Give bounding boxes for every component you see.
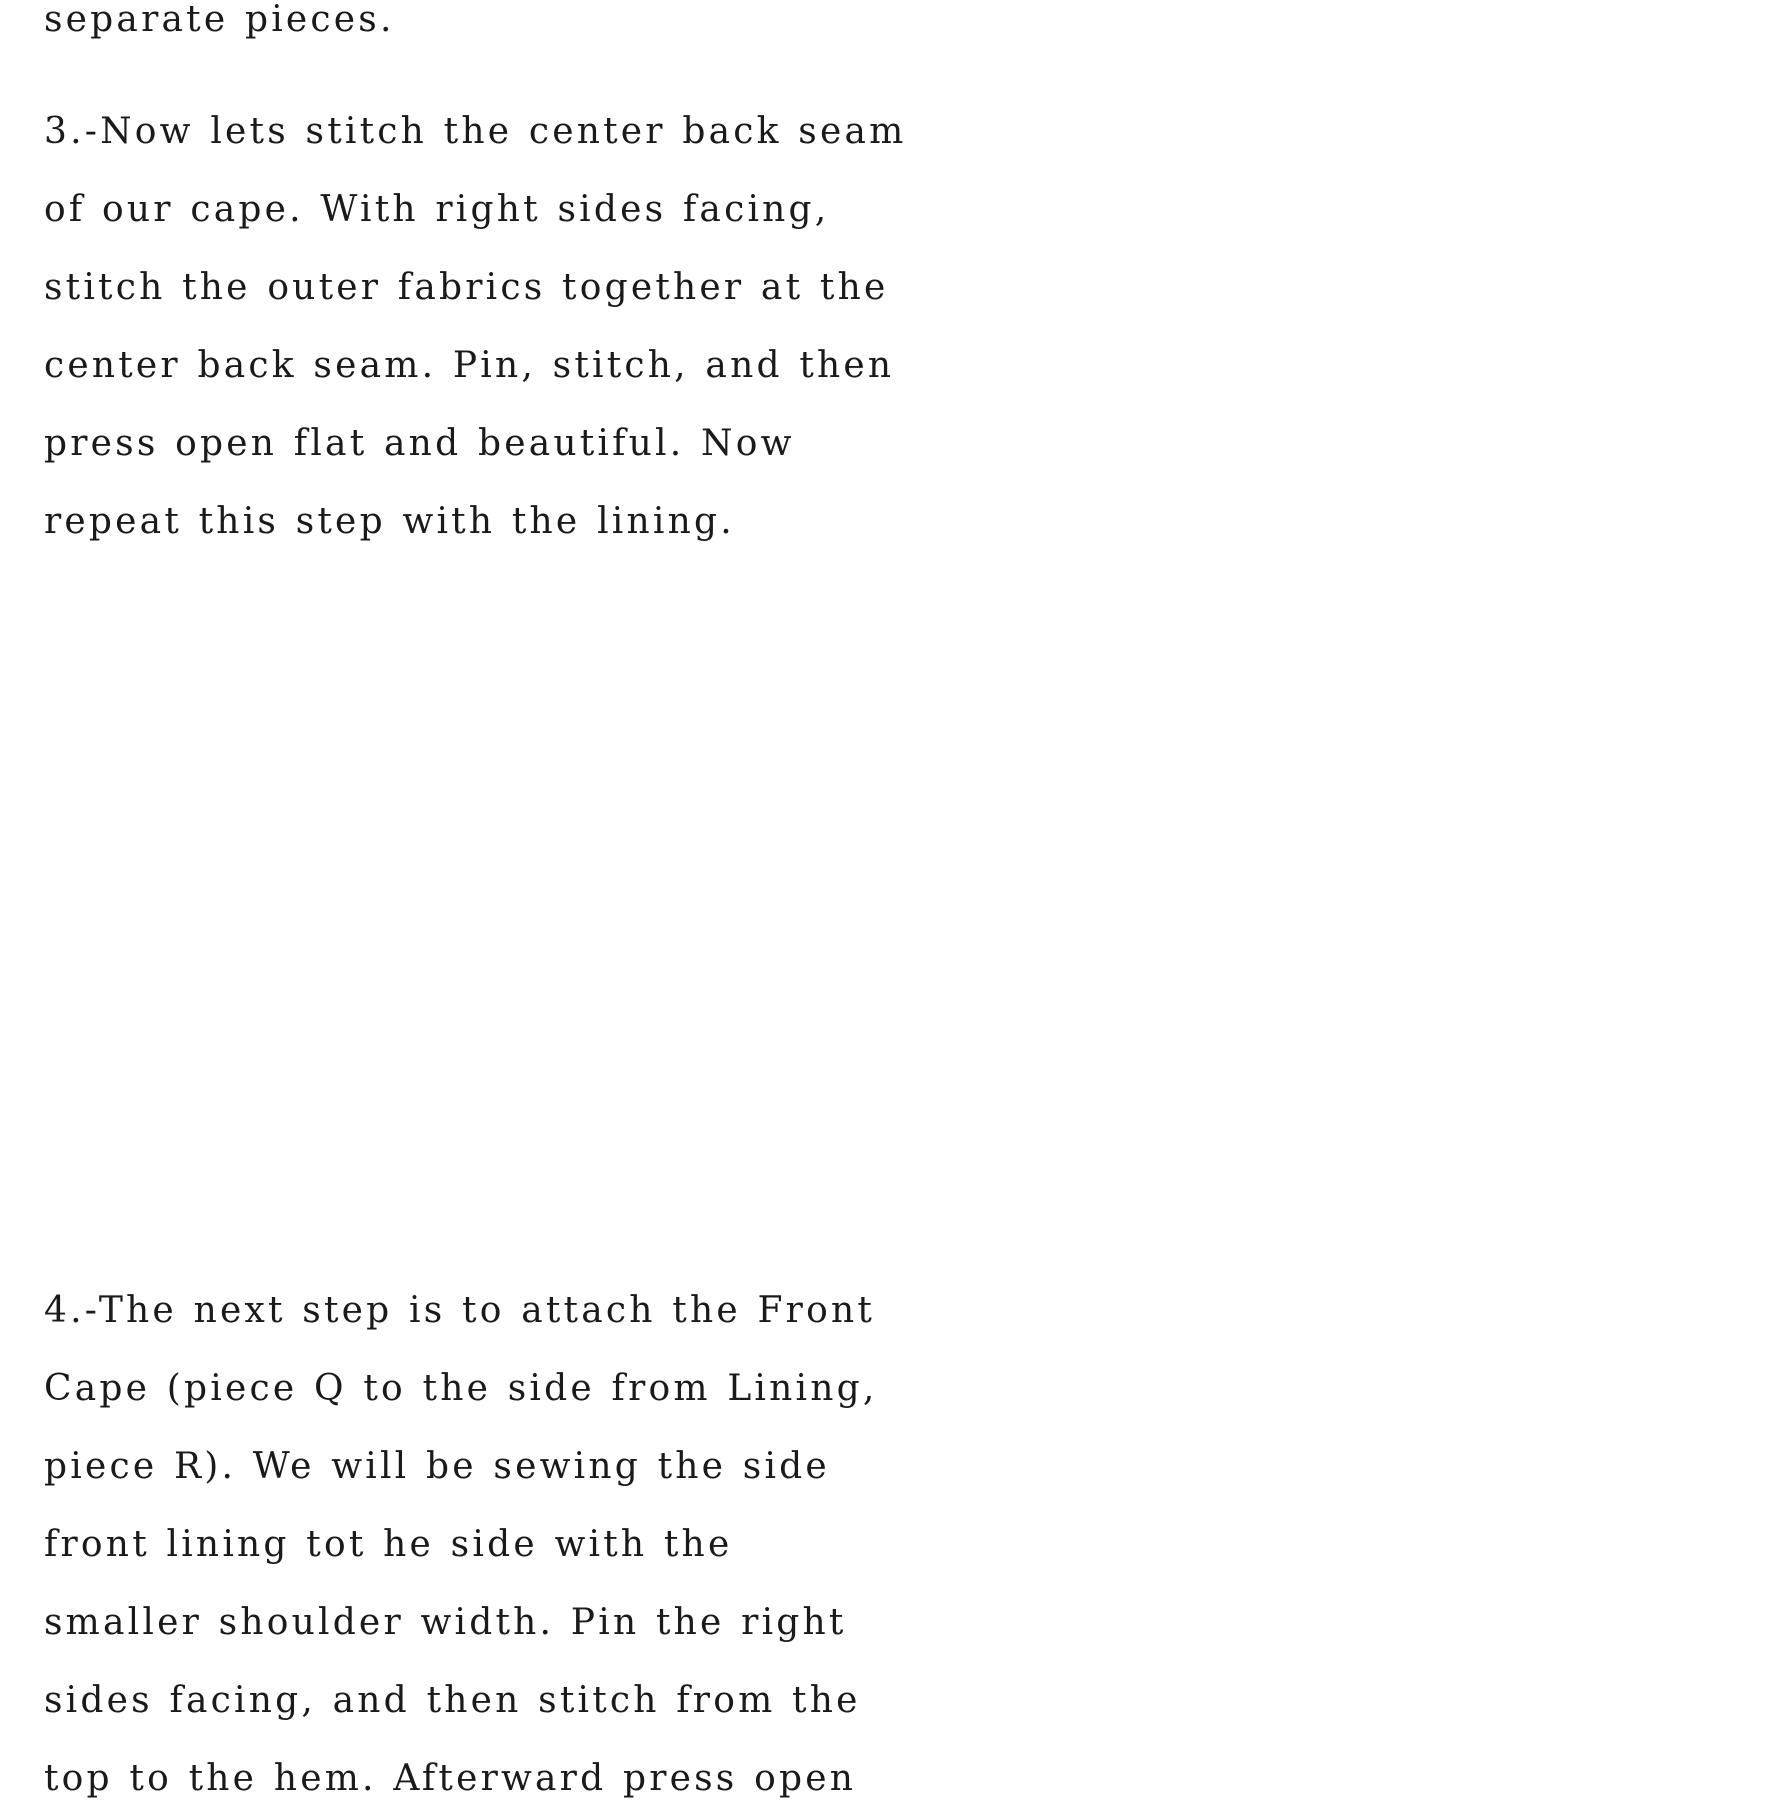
paragraph-line: separate pieces. <box>44 0 395 40</box>
paragraph-line: press open flat and beautiful. Now <box>44 423 795 464</box>
intro-paragraph <box>44 0 395 59</box>
paragraph-line: top to the hem. Afterward press open <box>44 1758 857 1799</box>
paragraph-line: front lining tot he side with the <box>44 1524 733 1565</box>
paragraph-line: piece R). We will be sewing the side <box>44 1446 830 1487</box>
paragraph-line: 3.-Now lets stitch the center back seam <box>44 111 907 152</box>
paragraph-line: smaller shoulder width. Pin the right <box>44 1602 847 1643</box>
paragraph-line: 4.-The next step is to attach the Front <box>44 1290 875 1331</box>
paragraph-line: Cape (piece Q to the side from Lining, <box>44 1368 878 1409</box>
step-3-paragraph <box>44 93 906 561</box>
image-placeholder <box>44 600 844 1200</box>
paragraph-line: repeat this step with the lining. <box>44 501 735 542</box>
paragraph-line: center back seam. Pin, stitch, and then <box>44 345 895 386</box>
paragraph-line: sides facing, and then stitch from the <box>44 1680 861 1721</box>
step-4-paragraph <box>44 1272 878 1818</box>
paragraph-line: of our cape. With right sides facing, <box>44 189 830 230</box>
paragraph-line: stitch the outer fabrics together at the <box>44 267 889 308</box>
